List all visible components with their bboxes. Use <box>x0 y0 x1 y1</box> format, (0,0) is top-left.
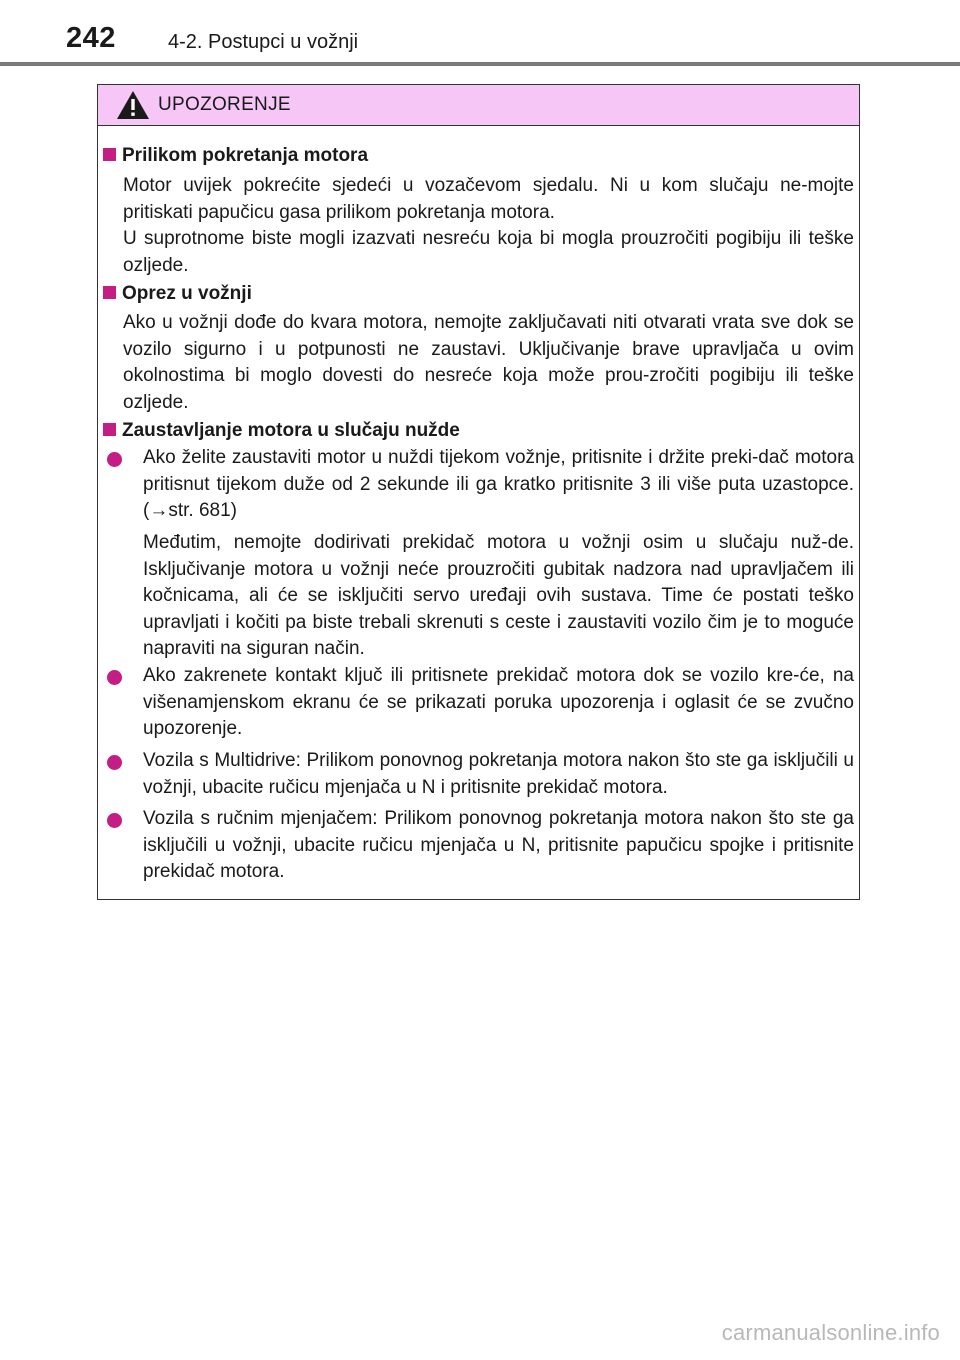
section-title-text: Prilikom pokretanja motora <box>122 145 369 166</box>
header-rule <box>0 62 960 66</box>
page-number: 242 <box>66 22 116 54</box>
warning-triangle-icon <box>116 90 150 120</box>
warning-header <box>98 85 859 126</box>
paragraph: Motor uvijek pokrećite sjedeći u vozačevom sjedalu. Ni u kom slučaju ne-mojte pritiskati papučicu gasa prilikom pokretanja motora. <box>123 175 854 223</box>
square-bullet-icon <box>103 286 116 299</box>
bullet-text: Ako zakrenete kontakt ključ ili pritisnete prekidač motora dok se vozilo kre-će, na višenamjenskom ekranu će se prikazati poruka upozorenja i oglasit će se zvučno upozorenje. <box>143 665 854 739</box>
section-title-text: Oprez u vožnji <box>122 283 252 304</box>
paragraph: U suprotnome biste mogli izazvati nesreću koja bi mogla prouzročiti pogibiju ili teške ozljede. <box>123 228 854 276</box>
round-bullet-icon <box>107 452 122 467</box>
round-bullet-icon <box>107 813 122 828</box>
warning-label: UPOZORENJE <box>158 94 291 115</box>
paragraph: Ako u vožnji dođe do kvara motora, nemojte zaključavati niti otvarati vrata sve dok se vozilo sigurno i u potpunosti ne zaustavi. Uključivanje brave upravljača u ovim okolnostima bi moglo dovesti do nesreće koja može prou-zročiti pogibiju ili teške ozljede. <box>123 312 854 413</box>
warning-box <box>97 84 860 900</box>
square-bullet-icon <box>103 148 116 161</box>
bullet-text: Vozila s Multidrive: Prilikom ponovnog pokretanja motora nakon što ste ga isključili u vožnji, ubacite ručicu mjenjača u N i pritisnite prekidač motora. <box>143 750 854 798</box>
section-heading <box>103 283 252 305</box>
round-bullet-icon <box>107 755 122 770</box>
section-heading <box>103 420 460 442</box>
bullet-text: Ako želite zaustaviti motor u nuždi tijekom vožnje, pritisnite i držite preki-dač motora pritisnut tijekom duže od 2 sekunde ili ga kratko pritisnite 3 ili više puta uzastopce. (→str. 681) <box>143 447 854 521</box>
section-heading <box>103 145 368 167</box>
round-bullet-icon <box>107 670 122 685</box>
bullet-text: Vozila s ručnim mjenjačem: Prilikom ponovnog pokretanja motora nakon što ste ga isključili u vožnji, ubacite ručicu mjenjača u N, pritisnite papučicu spojke i pritisnite prekidač motora. <box>143 808 854 882</box>
section-title-text: Zaustavljanje motora u slučaju nužde <box>122 420 460 441</box>
section-title: 4-2. Postupci u vožnji <box>168 31 359 53</box>
square-bullet-icon <box>103 423 116 436</box>
page-header <box>0 0 960 66</box>
watermark: carmanualsonline.info <box>721 1320 940 1345</box>
bullet-continuation: Međutim, nemojte dodirivati prekidač motora u vožnji osim u slučaju nuž-de. Isključivanje motora u vožnji neće prouzročiti gubitak nadzora nad upravljačem ili kočnicama, ali će se isključiti servo uređaji ovih sustava. Time će postati teško upravljati i kočiti pa biste trebali skrenuti s ceste i zaustaviti vozilo čim je to moguće napraviti na siguran način. <box>143 532 854 659</box>
